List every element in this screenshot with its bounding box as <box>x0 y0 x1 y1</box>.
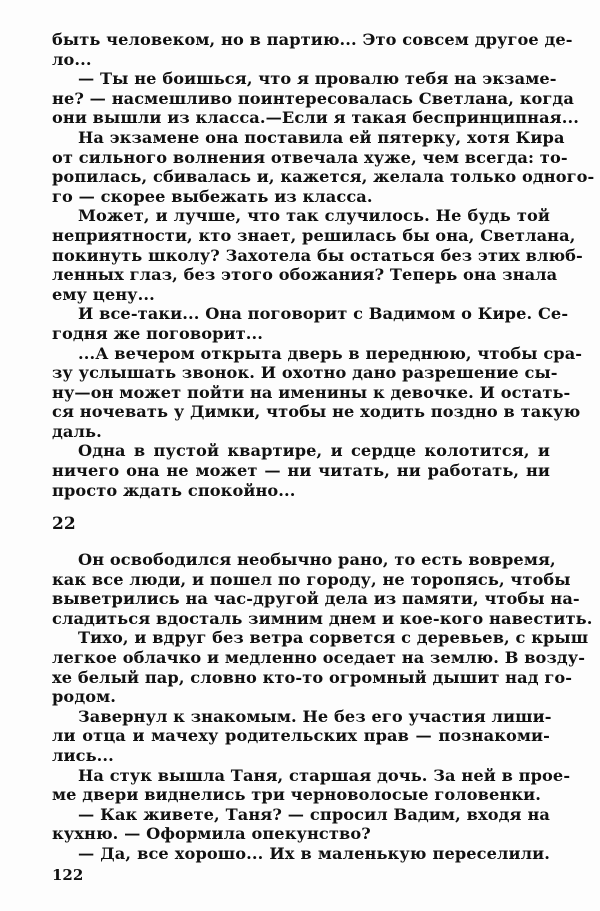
text-line: Он освободился необычно рано, то есть вовремя, <box>78 550 556 569</box>
text-line: ло... <box>52 49 92 69</box>
text-line: ропилась, сбивалась и, кажется, желала только одного- <box>52 167 595 187</box>
text-line: не? — насмешливо поинтересовалась Светлана, когда <box>52 88 574 108</box>
text-line: На экзамене она поставила ей пятерку, хотя Кира <box>78 127 565 147</box>
text-line: ме двери виднелись три черноволосые головенки. <box>52 785 542 805</box>
text-line: покинуть школу? Захотела бы остаться без этих влюб- <box>52 245 583 265</box>
text-line: родом. <box>52 687 116 707</box>
text-line: Тихо, и вдруг без ветра сорвется с деревьев, с крыш <box>78 628 589 648</box>
text-line: выветрились на час-другой дела из памяти, чтобы на- <box>52 589 580 609</box>
text-block-top <box>52 30 595 500</box>
text-line: быть человеком, но в партию... Это совсем другое де- <box>52 30 573 49</box>
text-line: ...А вечером открыта дверь в переднюю, чтобы сра- <box>78 343 583 363</box>
text-line: годня же поговорит... <box>52 323 263 343</box>
text-line: — Да, все хорошо... Их в маленькую переселили. <box>78 843 550 863</box>
text-line: хе белый пар, словно кто-то огромный дышит над го- <box>52 667 573 687</box>
page-number: 122 <box>52 866 84 884</box>
text-line: ли отца и мачеху родительских прав — познакоми- <box>52 726 550 746</box>
text-line: — Как живете, Таня? — спросил Вадим, входя на <box>78 804 550 824</box>
text-line: На стук вышла Таня, старшая дочь. За ней в прое- <box>78 765 571 785</box>
text-line: Может, и лучше, что так случилось. Не будь той <box>78 206 550 226</box>
text-line: зу услышать звонок. И охотно дано разрешение сы- <box>52 363 558 383</box>
text-line: просто ждать спокойно... <box>52 480 296 500</box>
text-line: И все-таки... Она поговорит с Вадимом о Кире. Се- <box>78 304 569 324</box>
text-line: сладиться вдосталь зимним днем и кое-кого навестить. <box>52 608 593 628</box>
text-line: даль. <box>52 421 102 441</box>
text-line: они вышли из класса.—Если я такая беспринципная... <box>52 108 579 128</box>
text-line: ну—он может пойти на именины к девочке. И остать- <box>52 382 571 402</box>
text-line: ленных глаз, без этого обожания? Теперь она знала <box>52 265 558 285</box>
text-line: ему цену... <box>52 284 155 304</box>
text-line: Завернул к знакомым. Не без его участия лиши- <box>78 706 552 726</box>
chapter-number: 22 <box>52 514 76 534</box>
text-line: ничего она не может — ни читать, ни работать, ни <box>52 461 550 481</box>
text-line: как все люди, и пошел по городу, не торопясь, чтобы <box>52 569 571 589</box>
text-line: от сильного волнения отвечала хуже, чем всегда: то- <box>52 147 568 167</box>
text-line: — Ты не боишься, что я провалю тебя на экзаме- <box>78 69 557 89</box>
text-line: Одна в пустой квартире, и сердце колотится, и <box>78 441 550 461</box>
text-line: го — скорее выбежать из класса. <box>52 186 373 206</box>
text-line: кухню. — Оформила опекунство? <box>52 824 371 844</box>
text-line: неприятности, кто знает, решилась бы она, Светлана, <box>52 225 576 245</box>
text-line: легкое облачко и медленно оседает на землю. В возду- <box>52 647 586 667</box>
text-line: лись... <box>52 745 114 765</box>
text-line: ся ночевать у Димки, чтобы не ходить поздно в такую <box>52 402 581 422</box>
text-block-bottom <box>52 550 593 864</box>
